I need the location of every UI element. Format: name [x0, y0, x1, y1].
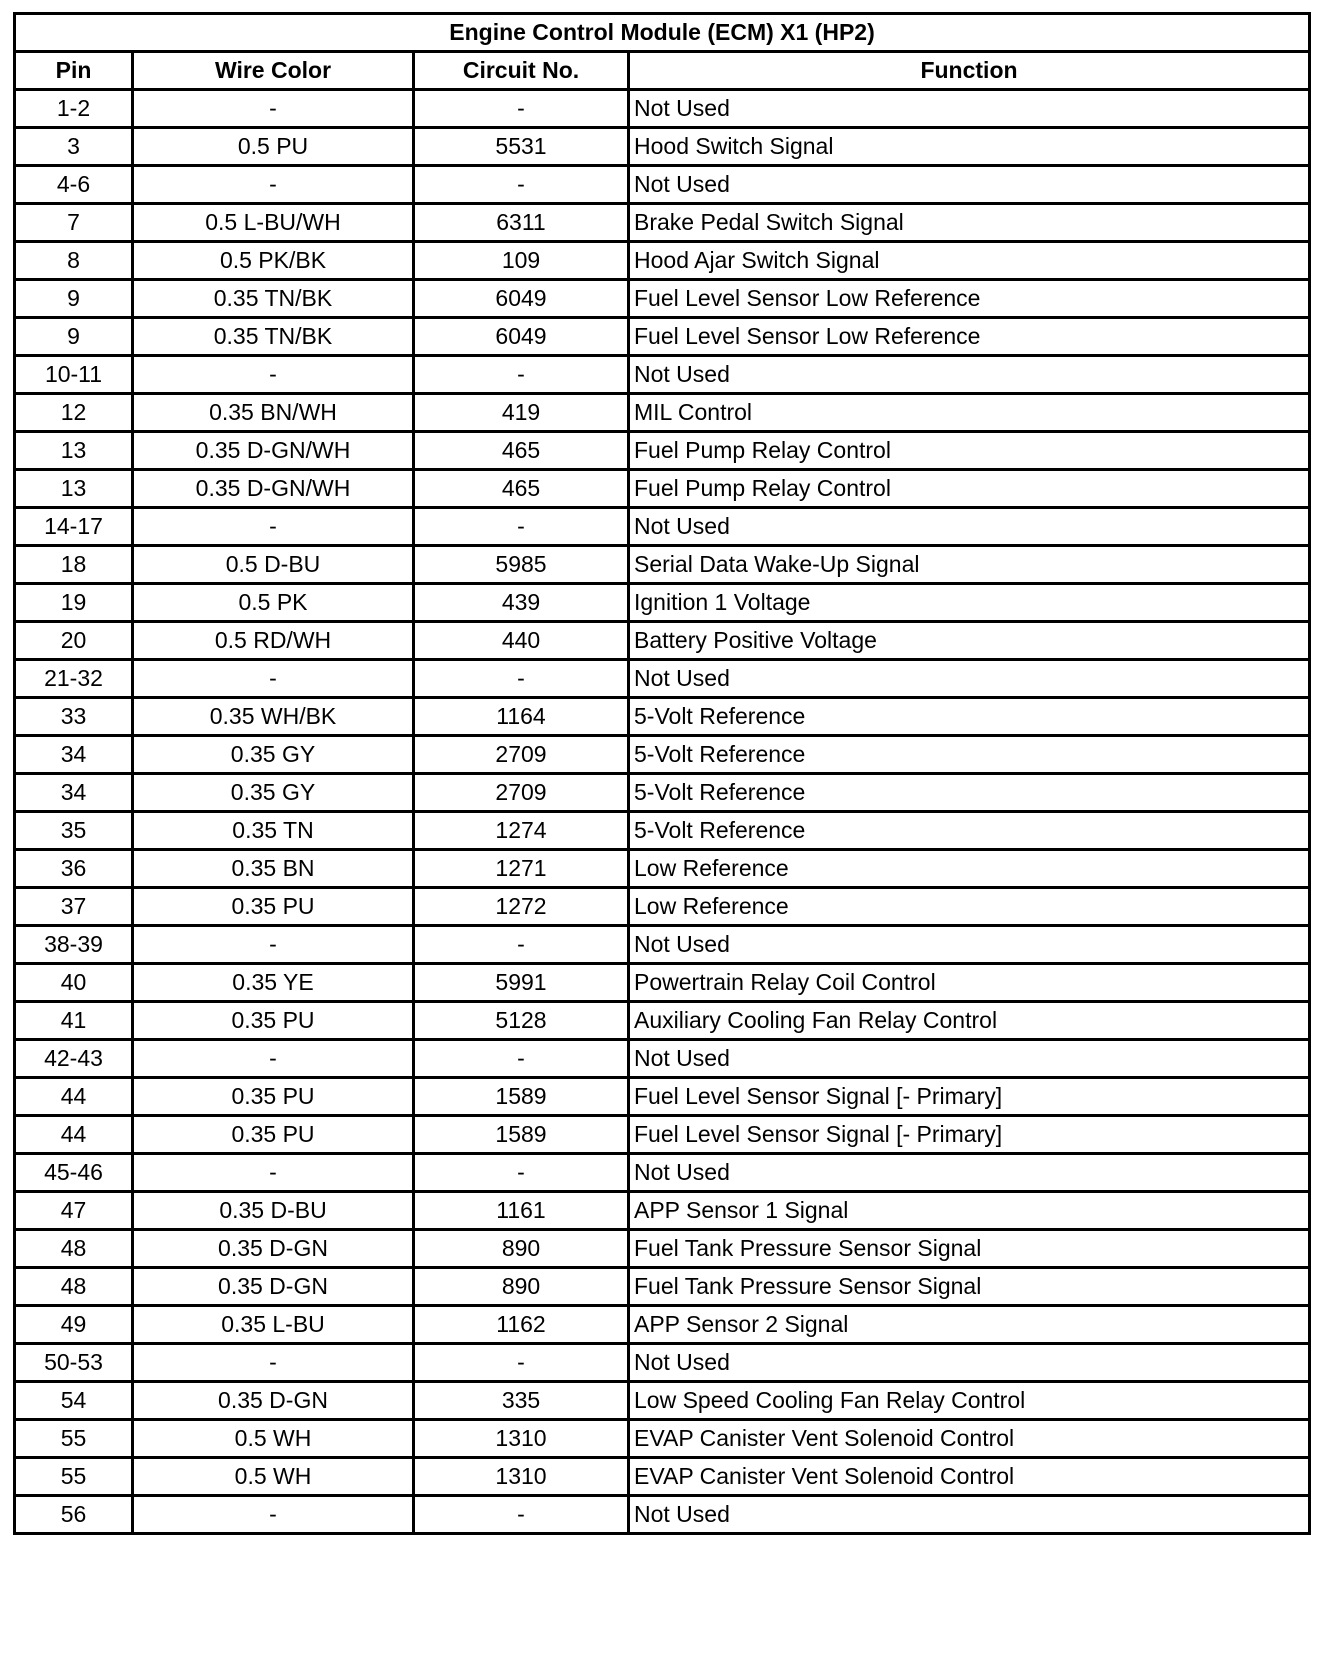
- circuit-number-cell: 1589: [414, 1078, 629, 1116]
- circuit-number-cell: 890: [414, 1230, 629, 1268]
- table-row: [15, 1192, 1310, 1230]
- wire-color-cell: 0.35 TN/BK: [133, 280, 414, 318]
- table-row: [15, 1420, 1310, 1458]
- wire-color-cell: 0.35 GY: [133, 736, 414, 774]
- circuit-number-cell: 5531: [414, 128, 629, 166]
- circuit-number-cell: -: [414, 1154, 629, 1192]
- table-row: [15, 584, 1310, 622]
- table-row: [15, 736, 1310, 774]
- table-row: [15, 1382, 1310, 1420]
- table-row: [15, 242, 1310, 280]
- table-header-row: [15, 52, 1310, 90]
- table-row: [15, 622, 1310, 660]
- wire-color-cell: -: [133, 1344, 414, 1382]
- table-row: [15, 394, 1310, 432]
- function-cell: Low Reference: [629, 850, 1310, 888]
- table-row: [15, 318, 1310, 356]
- function-cell: Not Used: [629, 660, 1310, 698]
- document-page: [13, 12, 1308, 1535]
- function-cell: Fuel Pump Relay Control: [629, 432, 1310, 470]
- function-cell: Low Speed Cooling Fan Relay Control: [629, 1382, 1310, 1420]
- function-cell: Not Used: [629, 1154, 1310, 1192]
- table-row: [15, 1154, 1310, 1192]
- pin-cell: 21-32: [15, 660, 133, 698]
- circuit-number-cell: -: [414, 166, 629, 204]
- circuit-number-cell: -: [414, 508, 629, 546]
- circuit-number-cell: 890: [414, 1268, 629, 1306]
- table-row: [15, 1040, 1310, 1078]
- column-header-pin: Pin: [15, 52, 133, 90]
- pin-cell: 13: [15, 432, 133, 470]
- pin-cell: 40: [15, 964, 133, 1002]
- function-cell: EVAP Canister Vent Solenoid Control: [629, 1458, 1310, 1496]
- function-cell: Fuel Tank Pressure Sensor Signal: [629, 1268, 1310, 1306]
- pin-cell: 33: [15, 698, 133, 736]
- wire-color-cell: 0.5 D-BU: [133, 546, 414, 584]
- pin-cell: 41: [15, 1002, 133, 1040]
- table-row: [15, 850, 1310, 888]
- table-row: [15, 1002, 1310, 1040]
- pin-cell: 45-46: [15, 1154, 133, 1192]
- function-cell: Powertrain Relay Coil Control: [629, 964, 1310, 1002]
- pin-cell: 14-17: [15, 508, 133, 546]
- circuit-number-cell: 335: [414, 1382, 629, 1420]
- function-cell: Auxiliary Cooling Fan Relay Control: [629, 1002, 1310, 1040]
- pin-cell: 47: [15, 1192, 133, 1230]
- pin-cell: 55: [15, 1420, 133, 1458]
- pin-cell: 44: [15, 1078, 133, 1116]
- table-row: [15, 90, 1310, 128]
- function-cell: Fuel Pump Relay Control: [629, 470, 1310, 508]
- function-cell: 5-Volt Reference: [629, 774, 1310, 812]
- circuit-number-cell: 440: [414, 622, 629, 660]
- table-row: [15, 698, 1310, 736]
- wire-color-cell: 0.5 PK/BK: [133, 242, 414, 280]
- circuit-number-cell: -: [414, 1496, 629, 1534]
- function-cell: EVAP Canister Vent Solenoid Control: [629, 1420, 1310, 1458]
- pin-cell: 18: [15, 546, 133, 584]
- pin-cell: 44: [15, 1116, 133, 1154]
- table-row: [15, 432, 1310, 470]
- wire-color-cell: 0.35 D-GN: [133, 1230, 414, 1268]
- circuit-number-cell: 1162: [414, 1306, 629, 1344]
- ecm-pinout-table: [13, 12, 1311, 1535]
- table-row: [15, 356, 1310, 394]
- pin-cell: 34: [15, 774, 133, 812]
- wire-color-cell: 0.35 PU: [133, 1002, 414, 1040]
- wire-color-cell: 0.35 L-BU: [133, 1306, 414, 1344]
- wire-color-cell: -: [133, 90, 414, 128]
- circuit-number-cell: 6049: [414, 318, 629, 356]
- function-cell: Hood Ajar Switch Signal: [629, 242, 1310, 280]
- circuit-number-cell: 1310: [414, 1458, 629, 1496]
- circuit-number-cell: 439: [414, 584, 629, 622]
- wire-color-cell: -: [133, 1496, 414, 1534]
- wire-color-cell: -: [133, 356, 414, 394]
- wire-color-cell: -: [133, 1040, 414, 1078]
- function-cell: Fuel Tank Pressure Sensor Signal: [629, 1230, 1310, 1268]
- pin-cell: 20: [15, 622, 133, 660]
- circuit-number-cell: 1271: [414, 850, 629, 888]
- function-cell: 5-Volt Reference: [629, 812, 1310, 850]
- wire-color-cell: 0.35 PU: [133, 1116, 414, 1154]
- circuit-number-cell: 1161: [414, 1192, 629, 1230]
- table-row: [15, 470, 1310, 508]
- wire-color-cell: 0.35 TN/BK: [133, 318, 414, 356]
- wire-color-cell: 0.35 D-GN/WH: [133, 432, 414, 470]
- circuit-number-cell: -: [414, 660, 629, 698]
- function-cell: Not Used: [629, 166, 1310, 204]
- function-cell: Not Used: [629, 90, 1310, 128]
- wire-color-cell: -: [133, 660, 414, 698]
- table-row: [15, 1496, 1310, 1534]
- function-cell: APP Sensor 1 Signal: [629, 1192, 1310, 1230]
- function-cell: Not Used: [629, 1040, 1310, 1078]
- circuit-number-cell: 2709: [414, 736, 629, 774]
- table-row: [15, 1078, 1310, 1116]
- circuit-number-cell: 5128: [414, 1002, 629, 1040]
- circuit-number-cell: 6049: [414, 280, 629, 318]
- pin-cell: 36: [15, 850, 133, 888]
- table-row: [15, 964, 1310, 1002]
- wire-color-cell: 0.35 GY: [133, 774, 414, 812]
- pin-cell: 10-11: [15, 356, 133, 394]
- wire-color-cell: 0.35 YE: [133, 964, 414, 1002]
- pin-cell: 7: [15, 204, 133, 242]
- wire-color-cell: 0.5 L-BU/WH: [133, 204, 414, 242]
- pin-cell: 37: [15, 888, 133, 926]
- pin-cell: 48: [15, 1268, 133, 1306]
- function-cell: Ignition 1 Voltage: [629, 584, 1310, 622]
- wire-color-cell: 0.35 D-BU: [133, 1192, 414, 1230]
- function-cell: Hood Switch Signal: [629, 128, 1310, 166]
- pin-cell: 13: [15, 470, 133, 508]
- table-row: [15, 508, 1310, 546]
- function-cell: Not Used: [629, 1344, 1310, 1382]
- circuit-number-cell: 5991: [414, 964, 629, 1002]
- wire-color-cell: -: [133, 926, 414, 964]
- wire-color-cell: 0.35 PU: [133, 1078, 414, 1116]
- table-row: [15, 812, 1310, 850]
- function-cell: Not Used: [629, 926, 1310, 964]
- table-title-row: [15, 14, 1310, 52]
- pin-cell: 12: [15, 394, 133, 432]
- table-row: [15, 660, 1310, 698]
- circuit-number-cell: 465: [414, 432, 629, 470]
- circuit-number-cell: -: [414, 90, 629, 128]
- pin-cell: 1-2: [15, 90, 133, 128]
- wire-color-cell: 0.35 WH/BK: [133, 698, 414, 736]
- pin-cell: 8: [15, 242, 133, 280]
- wire-color-cell: 0.5 RD/WH: [133, 622, 414, 660]
- circuit-number-cell: 109: [414, 242, 629, 280]
- wire-color-cell: 0.35 D-GN/WH: [133, 470, 414, 508]
- circuit-number-cell: 1589: [414, 1116, 629, 1154]
- circuit-number-cell: -: [414, 1344, 629, 1382]
- pin-cell: 48: [15, 1230, 133, 1268]
- circuit-number-cell: -: [414, 356, 629, 394]
- pin-cell: 49: [15, 1306, 133, 1344]
- wire-color-cell: 0.5 PK: [133, 584, 414, 622]
- wire-color-cell: 0.35 BN: [133, 850, 414, 888]
- pin-cell: 50-53: [15, 1344, 133, 1382]
- circuit-number-cell: 419: [414, 394, 629, 432]
- column-header-function: Function: [629, 52, 1310, 90]
- circuit-number-cell: -: [414, 926, 629, 964]
- table-row: [15, 1458, 1310, 1496]
- function-cell: APP Sensor 2 Signal: [629, 1306, 1310, 1344]
- function-cell: Fuel Level Sensor Low Reference: [629, 280, 1310, 318]
- table-row: [15, 1344, 1310, 1382]
- circuit-number-cell: 1274: [414, 812, 629, 850]
- pin-cell: 42-43: [15, 1040, 133, 1078]
- table-row: [15, 888, 1310, 926]
- table-row: [15, 1306, 1310, 1344]
- table-body: [15, 90, 1310, 1534]
- wire-color-cell: 0.5 WH: [133, 1458, 414, 1496]
- table-row: [15, 166, 1310, 204]
- wire-color-cell: 0.5 WH: [133, 1420, 414, 1458]
- table-row: [15, 280, 1310, 318]
- function-cell: Fuel Level Sensor Signal [- Primary]: [629, 1078, 1310, 1116]
- pin-cell: 38-39: [15, 926, 133, 964]
- wire-color-cell: 0.5 PU: [133, 128, 414, 166]
- wire-color-cell: -: [133, 1154, 414, 1192]
- table-row: [15, 1230, 1310, 1268]
- function-cell: MIL Control: [629, 394, 1310, 432]
- wire-color-cell: 0.35 D-GN: [133, 1268, 414, 1306]
- wire-color-cell: 0.35 BN/WH: [133, 394, 414, 432]
- function-cell: Not Used: [629, 356, 1310, 394]
- table-row: [15, 774, 1310, 812]
- function-cell: Fuel Level Sensor Low Reference: [629, 318, 1310, 356]
- pin-cell: 9: [15, 318, 133, 356]
- table-row: [15, 128, 1310, 166]
- function-cell: 5-Volt Reference: [629, 698, 1310, 736]
- pin-cell: 54: [15, 1382, 133, 1420]
- pin-cell: 55: [15, 1458, 133, 1496]
- circuit-number-cell: 5985: [414, 546, 629, 584]
- wire-color-cell: -: [133, 508, 414, 546]
- function-cell: Brake Pedal Switch Signal: [629, 204, 1310, 242]
- pin-cell: 34: [15, 736, 133, 774]
- table-row: [15, 546, 1310, 584]
- pin-cell: 19: [15, 584, 133, 622]
- function-cell: Low Reference: [629, 888, 1310, 926]
- pin-cell: 3: [15, 128, 133, 166]
- table-row: [15, 926, 1310, 964]
- table-row: [15, 1116, 1310, 1154]
- wire-color-cell: 0.35 D-GN: [133, 1382, 414, 1420]
- wire-color-cell: 0.35 PU: [133, 888, 414, 926]
- function-cell: Not Used: [629, 1496, 1310, 1534]
- column-header-wire-color: Wire Color: [133, 52, 414, 90]
- pin-cell: 56: [15, 1496, 133, 1534]
- circuit-number-cell: 465: [414, 470, 629, 508]
- pin-cell: 4-6: [15, 166, 133, 204]
- wire-color-cell: 0.35 TN: [133, 812, 414, 850]
- pin-cell: 9: [15, 280, 133, 318]
- table-row: [15, 1268, 1310, 1306]
- function-cell: Serial Data Wake-Up Signal: [629, 546, 1310, 584]
- circuit-number-cell: 1272: [414, 888, 629, 926]
- pin-cell: 35: [15, 812, 133, 850]
- circuit-number-cell: 1164: [414, 698, 629, 736]
- function-cell: Fuel Level Sensor Signal [- Primary]: [629, 1116, 1310, 1154]
- circuit-number-cell: 1310: [414, 1420, 629, 1458]
- table-row: [15, 204, 1310, 242]
- table-title: Engine Control Module (ECM) X1 (HP2): [15, 14, 1310, 52]
- circuit-number-cell: -: [414, 1040, 629, 1078]
- wire-color-cell: -: [133, 166, 414, 204]
- circuit-number-cell: 2709: [414, 774, 629, 812]
- function-cell: Not Used: [629, 508, 1310, 546]
- column-header-circuit-no: Circuit No.: [414, 52, 629, 90]
- function-cell: Battery Positive Voltage: [629, 622, 1310, 660]
- function-cell: 5-Volt Reference: [629, 736, 1310, 774]
- circuit-number-cell: 6311: [414, 204, 629, 242]
